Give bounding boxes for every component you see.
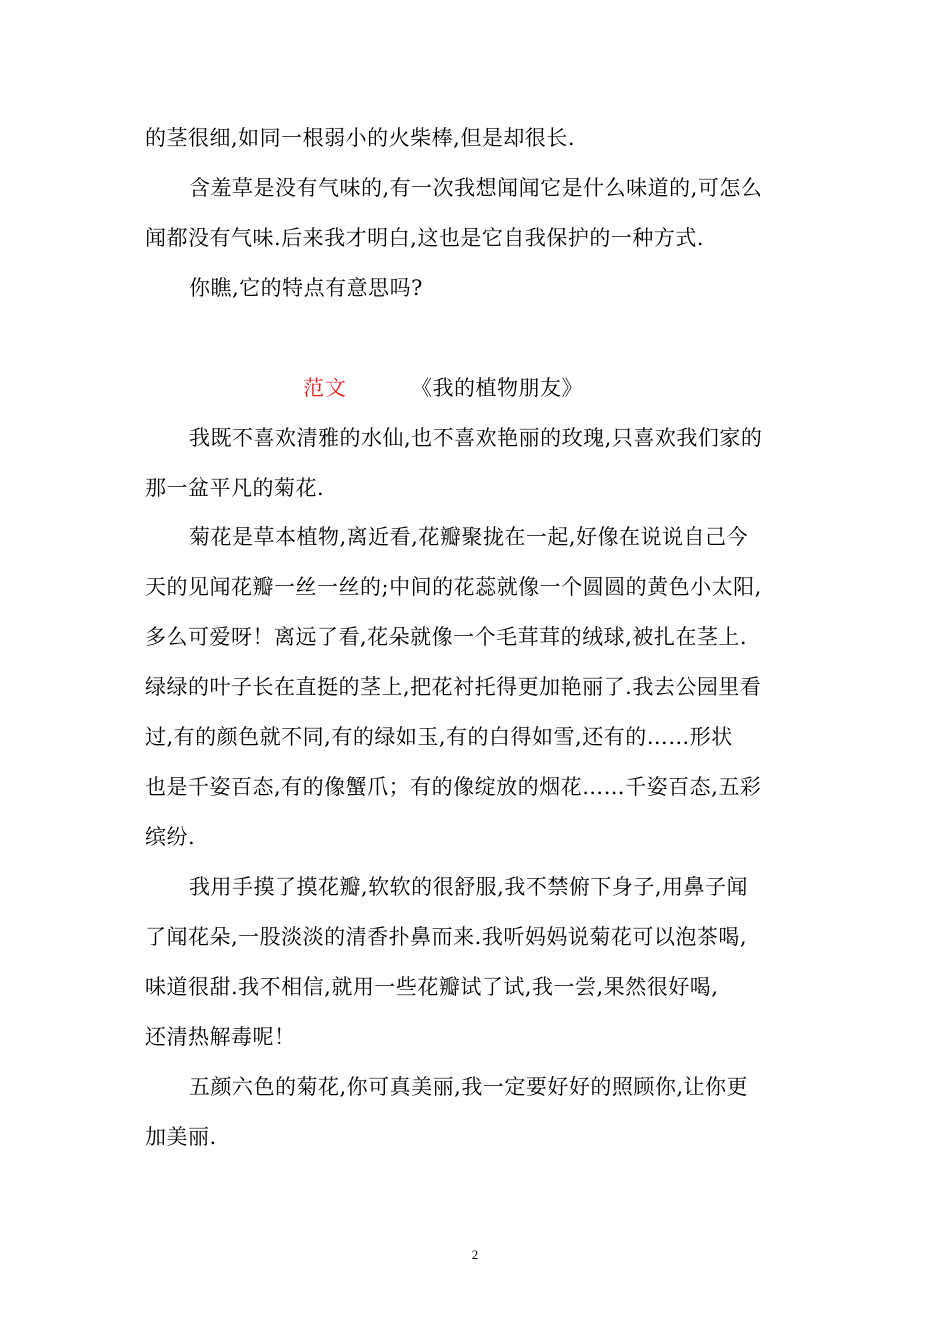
essay-line: 多么可爱呀！离远了看,花朵就像一个毛茸茸的绒球,被扎在茎上.: [145, 625, 748, 649]
paragraph-line: 含羞草是没有气味的,有一次我想闻闻它是什么味道的,可怎么: [189, 176, 763, 200]
essay-line: 那一盆平凡的菊花.: [145, 476, 325, 500]
essay-line: 我用手摸了摸花瓣,软软的很舒服,我不禁俯下身子,用鼻子闻: [189, 875, 749, 899]
paragraph-line: 闻都没有气味.后来我才明白,这也是它自我保护的一种方式.: [145, 226, 705, 250]
essay-line: 了闻花朵,一股淡淡的清香扑鼻而来.我听妈妈说菊花可以泡茶喝,: [145, 925, 748, 949]
essay-line: 五颜六色的菊花,你可真美丽,我一定要好好的照顾你,让你更: [189, 1075, 749, 1099]
essay-line: 过,有的颜色就不同,有的绿如玉,有的白得如雪,还有的……形状: [145, 725, 733, 749]
page-number: 2: [471, 1247, 479, 1262]
essay-line: 缤纷.: [145, 825, 196, 849]
essay-label: 范文: [303, 376, 347, 400]
essay-line: 菊花是草本植物,离近看,花瓣聚拢在一起,好像在说说自己今: [189, 525, 749, 549]
essay-line: 加美丽.: [145, 1125, 217, 1149]
essay-title: 《我的植物朋友》: [411, 376, 583, 400]
paragraph-line: 你瞧,它的特点有意思吗?: [189, 276, 423, 300]
essay-line: 味道很甜.我不相信,就用一些花瓣试了试,我一尝,果然很好喝,: [145, 975, 719, 999]
essay-line: 还清热解毒呢！: [145, 1025, 296, 1049]
essay-line: 绿绿的叶子长在直挺的茎上,把花衬托得更加艳丽了.我去公园里看: [145, 675, 762, 699]
paragraph-line: 的茎很细,如同一根弱小的火柴棒,但是却很长.: [145, 126, 576, 150]
essay-line: 天的见闻花瓣一丝一丝的;中间的花蕊就像一个圆圆的黄色小太阳,: [145, 575, 762, 599]
essay-line: 也是千姿百态,有的像蟹爪；有的像绽放的烟花……千姿百态,五彩: [145, 775, 762, 799]
essay-line: 我既不喜欢清雅的水仙,也不喜欢艳丽的玫瑰,只喜欢我们家的: [189, 426, 763, 450]
